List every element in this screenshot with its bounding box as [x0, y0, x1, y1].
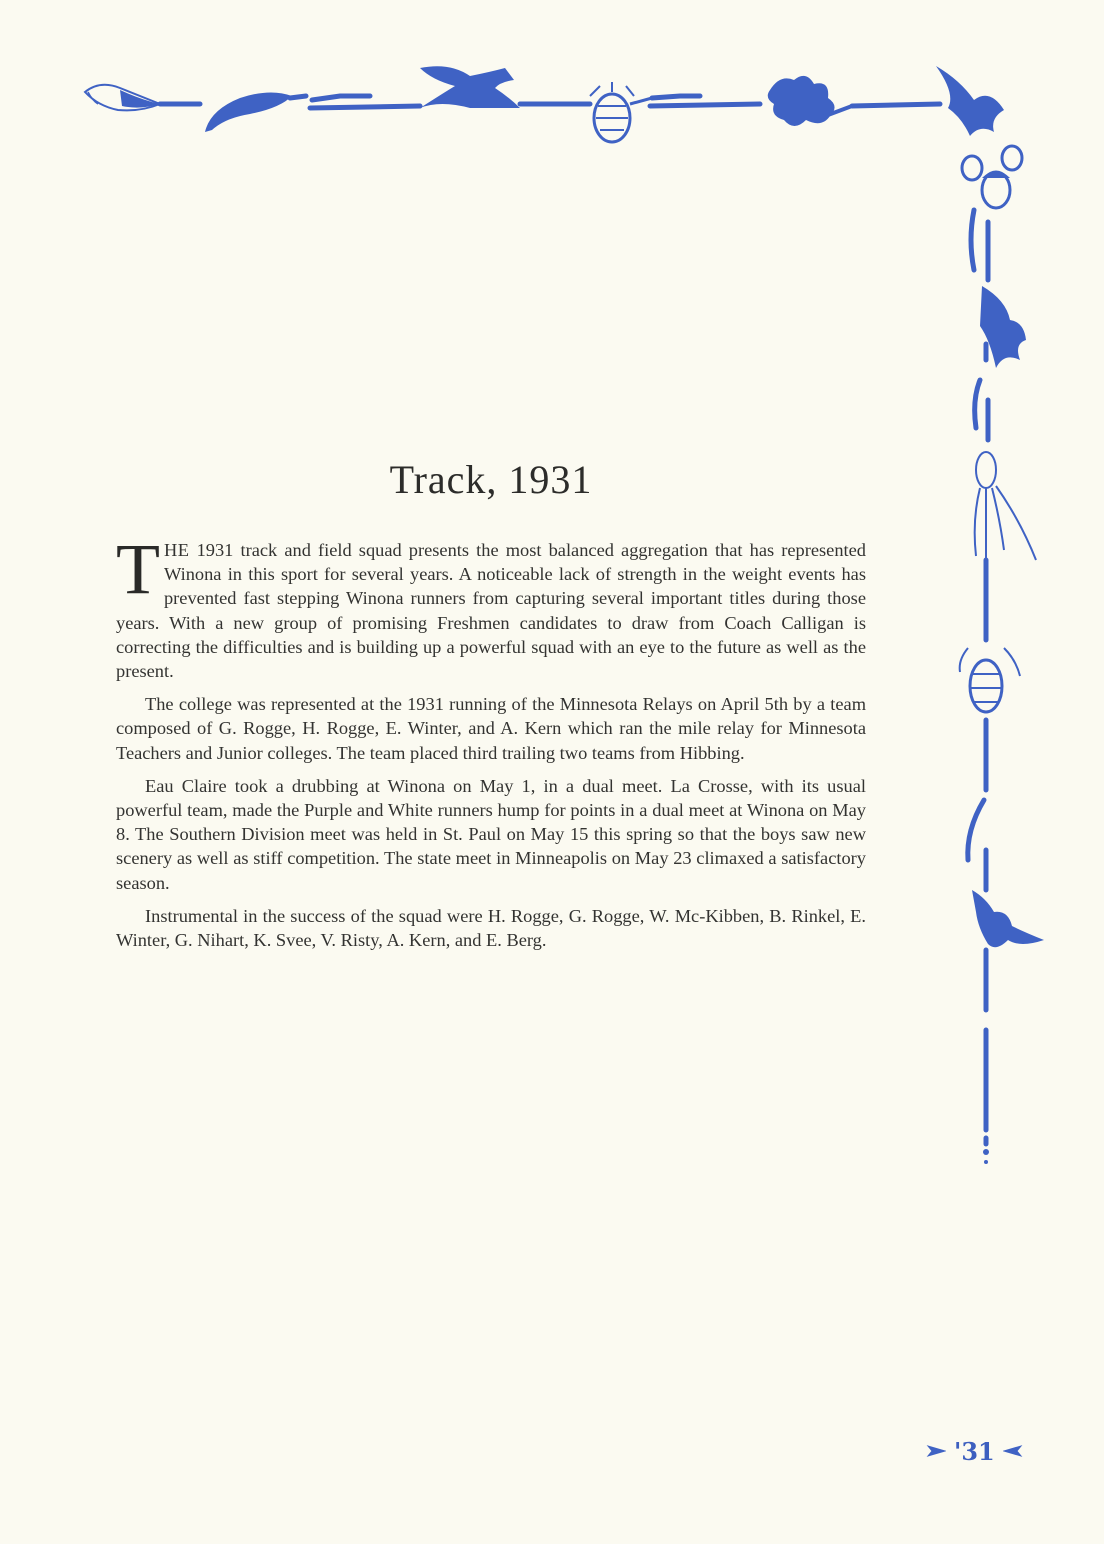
leaf-ornament-icon: [1003, 1444, 1023, 1458]
oak-leaf-icon: [768, 76, 852, 126]
page-folio: [926, 1436, 1023, 1466]
bird-icon: [420, 66, 520, 108]
drop-cap: T: [116, 529, 160, 609]
folio-year: '31: [954, 1436, 995, 1466]
article-body: [116, 529, 866, 961]
article-paragraph: [116, 529, 866, 683]
paragraph-text: 1931 track and field squad presents the most balanced aggregation that has represented Winona in this sport for several years. A noticeable lack of strength in the weight events has prevented fast stepping Winona runners from capturing several important titles during those years. With a new group of promising Freshmen candidates to draw from Coach Calligan is correcting the difficulties and is building up a powerful squad with an eye to the future as well as the present.: [116, 540, 866, 682]
tassel-icon: [975, 452, 1036, 560]
leaf-icon: [205, 92, 292, 132]
holly-leaf-icon: [972, 890, 1044, 947]
article-paragraph: The college was represented at the 1931 running of the Minnesota Relays on April 5th by a team composed of G. Rogge, H. Rogge, E. Winter, and A. Kern which ran the mile relay for Minnesota Teachers and Junior colleges. The team placed third trailing two teams from Hibbing.: [116, 694, 866, 763]
feather-icon: [85, 85, 160, 111]
article-paragraph: Instrumental in the success of the squad were H. Rogge, G. Rogge, W. Mc-Kibben, B. Rinkel, E. Winter, G. Nihart, K. Svee, V. Risty, A. Kern, and E. Berg.: [116, 905, 866, 951]
acorn-icon: [962, 146, 1022, 208]
holly-leaf-icon: [936, 66, 1004, 136]
pine-cone-icon: [960, 648, 1020, 712]
leaf-ornament-icon: [926, 1444, 946, 1458]
article-paragraph: Eau Claire took a drubbing at Winona on May 1, in a dual meet. La Crosse, with its usual powerful team, made the Purple and White runners hump for points in a dual meet at Winona on May 8. The Southern Division meet was held in St. Paul on May 15 this spring so that the boys saw new scenery as well as stiff competition. The state meet in Minneapolis on May 23 climaxed a satisfactory season.: [116, 775, 866, 893]
pine-cone-icon: [590, 82, 652, 142]
lead-caps: HE: [163, 540, 190, 560]
page-title: Track, 1931: [389, 457, 593, 502]
